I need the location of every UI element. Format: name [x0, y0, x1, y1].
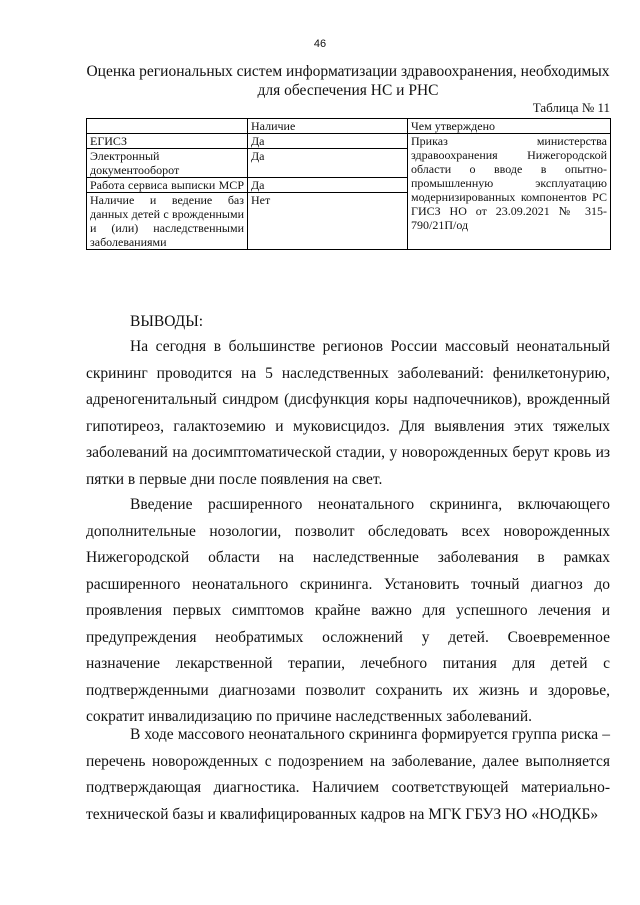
- table-title: Оценка региональных систем информатизации здравоохранения, необходимых для обеспечения НС и РНС: [86, 63, 610, 99]
- paragraph: На сегодня в большинстве регионов России массовый неонатальный скрининг проводится на 5 наследственных заболеваний: фенилкетонурию, адреногенитальный синдром (дисфункция коры надпочечников), врожденный гипотиреоз, галактоземию и муковисцидоз. Для выявления этих тяжелых заболеваний на досимптоматической стадии, у новорожденных берут кровь из пятки в первые дни после появления на свет.: [86, 338, 610, 488]
- table-header-cell: Наличие: [248, 119, 408, 134]
- table-cell-system: Наличие и ведение баз данных детей с врожденными и (или) наследственными заболеваниями: [87, 193, 248, 250]
- table-cell-availability: Да: [248, 178, 408, 193]
- table-cell-availability: Нет: [248, 193, 408, 250]
- table-cell-approval: [408, 134, 611, 250]
- table-header-row: [87, 119, 611, 134]
- table-cell-system: Электронный документооборот: [87, 149, 248, 178]
- table-header-cell: Чем утверждено: [408, 119, 611, 134]
- paragraph: Введение расширенного неонатального скрининга, включающего дополнительные нозологии, позволит обследовать всех новорожденных Нижегородской области на наследственные заболевания в рамках расширенного неонатального скрининга. Установить точный диагноз до проявления первых симптомов крайне важно для успешного лечения и предупреждения необратимых осложнений у детей. Своевременное назначение лекарственной терапии, лечебного питания для детей с подтвержденными диагнозами позволит сохранить их жизнь и здоровье, сократит инвалидизацию по причине наследственных заболеваний.: [86, 496, 610, 725]
- table-row: [87, 134, 611, 149]
- table-cell-system: Работа сервиса выписки МСР: [87, 178, 248, 193]
- conclusions-heading: ВЫВОДЫ:: [130, 313, 204, 330]
- paragraph: В ходе массового неонатального скрининга формируется группа риска – перечень новорожденных с подозрением на заболевание, далее выполняется подтверждающая диагностика. Наличием соответствующей материально-технической базы и квалифицированных кадров на МГК ГБУЗ НО «НОДКБ»: [86, 726, 610, 823]
- page-number: 46: [313, 38, 327, 50]
- table-cell-system: ЕГИСЗ: [87, 134, 248, 149]
- table-header-cell: [87, 119, 248, 134]
- table-cell-availability: Да: [248, 134, 408, 149]
- assessment-table: [86, 118, 611, 250]
- table-cell-availability: Да: [248, 149, 408, 178]
- table-caption: Таблица № 11: [532, 100, 610, 115]
- approval-text: Приказ министерства здравоохранения Нижегородской области о вводе в опытно-промышленную эксплуатацию модернизированных компонентов РС ГИСЗ НО от 23.09.2021 № 315-790/21П/од: [411, 134, 607, 232]
